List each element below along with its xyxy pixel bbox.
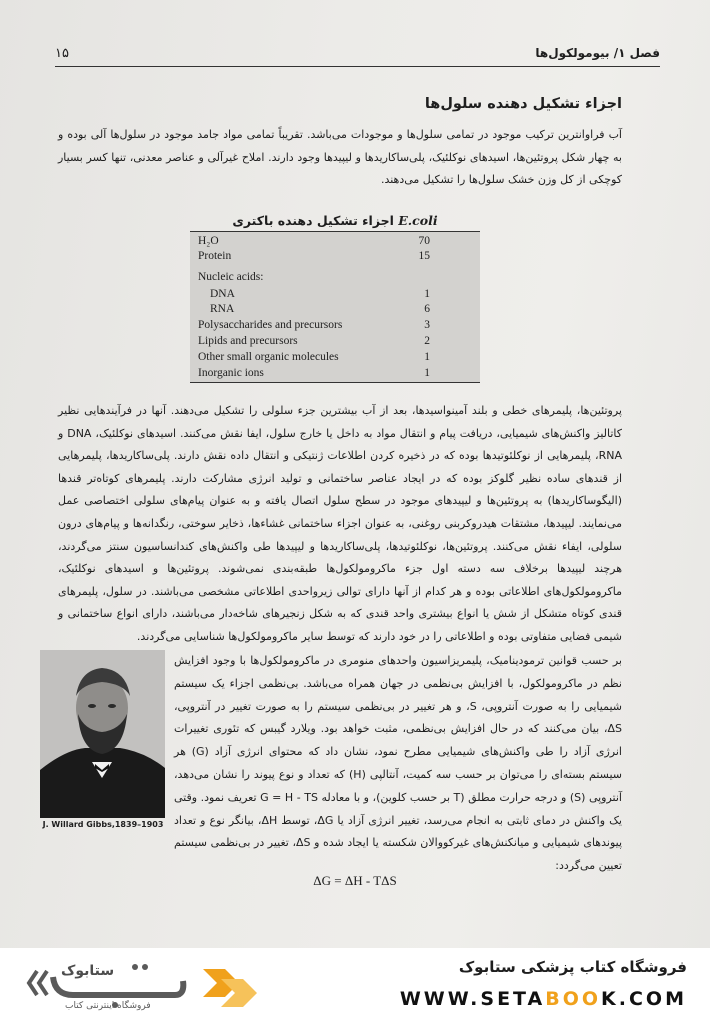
url-part: WWW.SETA bbox=[399, 988, 546, 1010]
row-name: Protein bbox=[198, 250, 232, 262]
table-row bbox=[190, 234, 480, 249]
row-value: 15 bbox=[418, 250, 430, 262]
gibbs-portrait bbox=[40, 650, 165, 818]
table-row bbox=[190, 270, 480, 285]
row-name: Nucleic acids: bbox=[198, 271, 264, 283]
photo-caption: J. Willard Gibbs,1839–1903 bbox=[42, 820, 164, 829]
row-name: Lipids and precursors bbox=[198, 335, 298, 347]
row-value: 2 bbox=[424, 335, 430, 347]
paragraph-water: آب فراوانترین ترکیب موجود در تمامی سلول‌ها و موجودات می‌باشد. تقریباً تمامی مواد جامد موجود در سلول‌ها آلی بوده و به چهار شکل پروتئین‌ها، اسیدهای نوکلئیک، پلی‌ساکاریدها و لیپیدها وجود دارند. املاح غیرآلی و عناصر معدنی، تنها کسر بسیار کوچکی از کل وزن خشک سلول‌ها را تشکیل می‌دهند. bbox=[58, 128, 622, 186]
logo-tagline: فروشگاه اینترنتی کتاب bbox=[65, 1001, 151, 1011]
table-caption bbox=[190, 213, 480, 228]
row-name: Other small organic molecules bbox=[198, 351, 339, 363]
row-name: DNA bbox=[210, 288, 235, 300]
table-caption-species: E.coli bbox=[398, 213, 438, 228]
row-value: 1 bbox=[424, 367, 430, 379]
shop-url[interactable] bbox=[400, 988, 687, 1010]
logo-wordmark: ستابوک bbox=[61, 963, 115, 979]
row-value: 1 bbox=[424, 288, 430, 300]
chapter-title: فصل ۱/ بیومولکول‌ها bbox=[535, 46, 660, 60]
table-row bbox=[190, 366, 480, 381]
table-row bbox=[190, 287, 480, 302]
setabook-logo bbox=[25, 957, 275, 1017]
table-caption-text: اجزاء تشکیل دهنده باکتری bbox=[232, 213, 394, 228]
table-row bbox=[190, 302, 480, 317]
composition-table bbox=[190, 231, 480, 383]
row-name: RNA bbox=[210, 303, 235, 315]
table-row bbox=[190, 334, 480, 349]
row-value: 3 bbox=[424, 319, 430, 331]
row-name: Polysaccharides and precursors bbox=[198, 319, 343, 331]
row-value: 1 bbox=[424, 351, 430, 363]
row-value: 6 bbox=[424, 303, 430, 315]
shop-name: فروشگاه کتاب پزشکی ستابوک bbox=[458, 958, 687, 976]
row-name: Inorganic ions bbox=[198, 367, 264, 379]
row-name: H₂O bbox=[198, 235, 219, 247]
page-number: ۱۵ bbox=[55, 46, 69, 61]
table-row bbox=[190, 249, 480, 264]
section-title: اجزاء تشکیل دهنده سلول‌ها bbox=[424, 96, 622, 112]
table-row bbox=[190, 318, 480, 333]
table-row bbox=[190, 350, 480, 365]
header-rule bbox=[55, 66, 660, 67]
store-footer bbox=[0, 948, 710, 1024]
url-accent: BOO bbox=[545, 988, 602, 1010]
paragraph-thermodynamics: بر حسب قوانین ترمودینامیک، پلیمریزاسیون واحدهای منومری در ماکرومولکول‌ها با وجود افزایش نظم در ماکرومولکول، با افزایش بی‌نظمی در جهان همراه می‌باشد. بی‌نظمی اجزاء یک سیستم شیمیایی را به صورت آنتروپی، S، و هر تغییر در بی‌نظمی سیستم را به صورت تغییر در آنتروپی، ΔS، بیان می‌کنند که در حال افزایش بی‌نظمی، مثبت خواهد بود. ویلارد گیبس که تئوری تغییرات انرژی آزاد را طی واکنش‌های شیمیایی مطرح نمود، نشان داد که محتوای انرژی آزاد (G) هر سیستم بسته‌ای را می‌توان بر حسب سه کمیت، آنتالپی (H) که تعداد و نوع پیوند را نشان می‌دهد، آنتروپی (S) و درجه حرارت مطلق (T بر حسب کلوین)، و با معادله G = H - TS تعریف نمود. وقتی یک واکنش در دمای ثابتی به انجام می‌رسد، تغییر انرژی آزاد یا ΔG، توسط ΔH، بیانگر نوع و تعداد پیوندهای شیمیایی و میانکنش‌های غیرکووالان شکسته یا ایجاد شده و ΔS، تغییر در بی‌نظمی سیستم تعیین می‌گردد: bbox=[174, 654, 623, 873]
paragraph-macromolecules: پروتئین‌ها، پلیمرهای خطی و بلند آمینواسیدها، بعد از آب بیشترین جزء سلولی را تشکیل می‌دهند. آنها در فرآیندهایی نظیر کاتالیز واکنش‌های شیمیایی، دریافت پیام و انتقال مواد به داخل یا خارج سلول، ایفا نقش می‌کنند. اسیدهای نوکلئیک، DNA و RNA، پلیمرهایی از نوکلئوتیدها بوده که در ذخیره کردن اطلاعات ژنتیکی و انتقال داده نقش دارند. پلی‌ساکاریدها، پلیمرهایی از قندهای ساده نظیر گلوکز بوده که در ایجاد عناصر ساختمانی و تولید انرژی مشارکت دارند. پلیمرهای کوتاه‌تر قندها (الیگوساکاریدها) به پروتئین‌ها و لیپیدهای موجود در سطح سلول اتصال یافته و به عنوان پیام‌های سلولی اختصاصی عمل می‌نمایند. لیپیدها، مشتقات هیدروکربنی روغنی، به عنوان اجزاء ساختمانی غشاءها، ذخایر سوختی، رنگدانه‌ها و پیام‌های درون سلولی، ایفاء نقش می‌کنند. پروتئین‌ها، نوکلئوتیدها، پلی‌ساکاریدها و لیپیدها طی واکنش‌های کندانساسیون سنتز می‌گردند، هرچند لیپیدها برخلاف سه دسته اول جزء ماکرومولکول‌ها طبقه‌بندی نمی‌شوند. پروتئین‌ها و اسیدهای نوکلئیک، ماکرومولکول‌های اطلاعاتی بوده و هر کدام از آنها دارای توالی زیرواحدی اطلاعاتی مشخصی می‌باشند. در سلول، پلیمرهای قندی کوتاه متشکل از شش یا انواع بیشتری واحد قندی که به شکل زنجیرهای شاخه‌دار می‌باشند، دارای انواع ساختمانی و شیمی فضایی متفاوتی بوده و اطلاعاتی را در خود دارند که توسط سایر ماکرومولکول‌ها شناسایی می‌گردند. bbox=[58, 404, 622, 643]
gibbs-equation: ΔG = ΔH - TΔS bbox=[313, 873, 397, 888]
url-part: K.COM bbox=[601, 988, 687, 1010]
row-value: 70 bbox=[418, 235, 430, 247]
running-header bbox=[55, 46, 660, 68]
